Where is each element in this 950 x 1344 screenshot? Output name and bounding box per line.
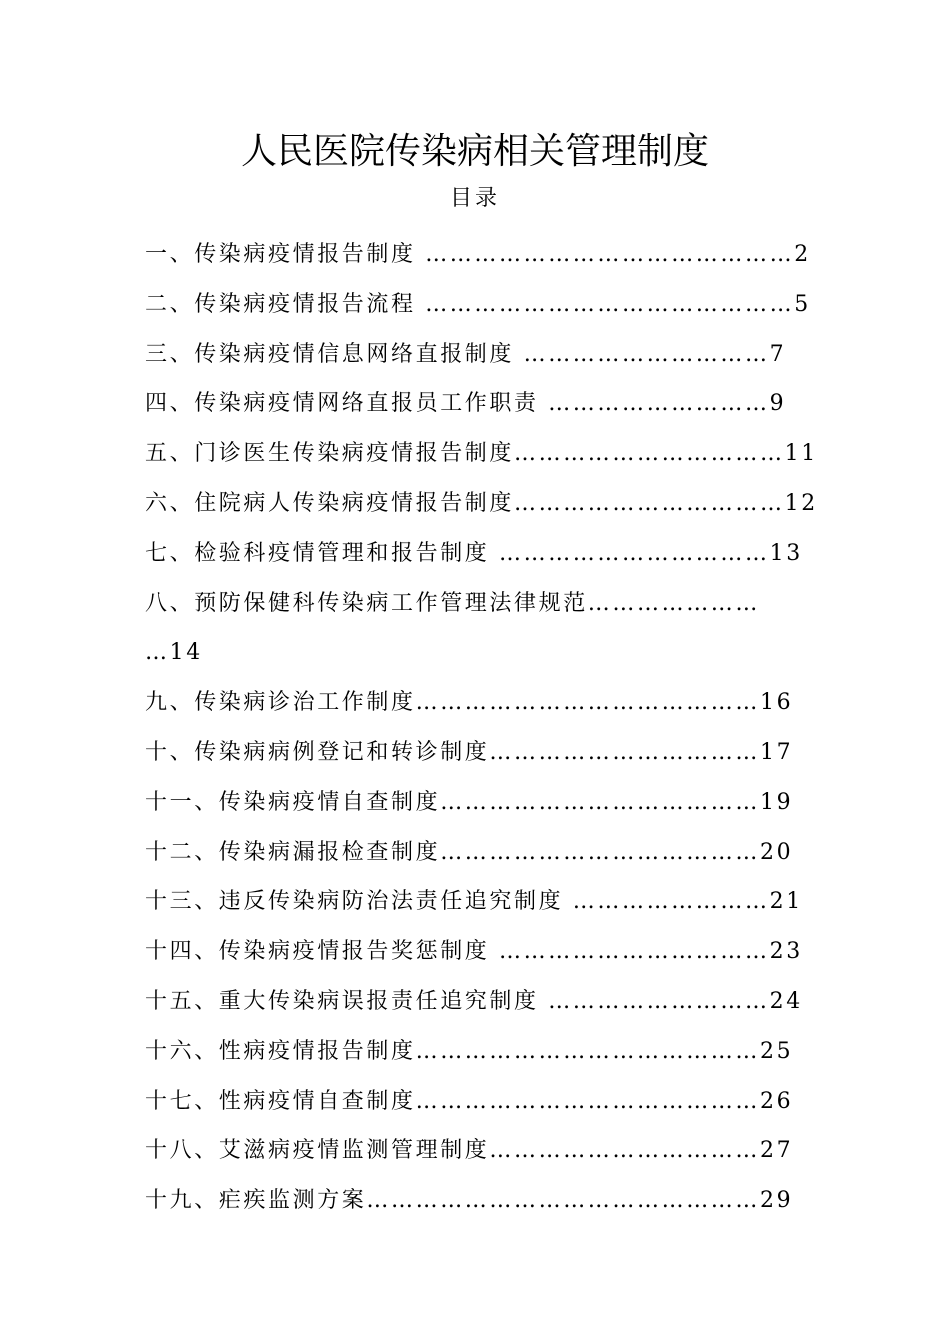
toc-entry: 三、传染病疫情信息网络直报制度 …………………………7 <box>145 341 787 367</box>
table-of-contents <box>145 230 825 1226</box>
toc-entry: 十七、性病疫情自查制度……………………………………26 <box>145 1088 794 1114</box>
toc-entry: 十四、传染病疫情报告奖惩制度 ……………………………23 <box>145 939 803 965</box>
toc-entry: 十九、疟疾监测方案…………………………………………29 <box>145 1188 794 1214</box>
toc-entry: 十三、违反传染病防治法责任追究制度 ……………………21 <box>145 889 803 915</box>
toc-entry: 十、传染病病例登记和转诊制度……………………………17 <box>145 739 794 765</box>
toc-entry: 十五、重大传染病误报责任追究制度 ………………………24 <box>145 988 803 1014</box>
toc-entry: 十六、性病疫情报告制度……………………………………25 <box>145 1038 794 1064</box>
toc-entry: 九、传染病诊治工作制度……………………………………16 <box>145 690 794 716</box>
toc-heading: 目录 <box>449 186 500 211</box>
toc-entry: 十二、传染病漏报检查制度…………………………………20 <box>145 839 794 865</box>
toc-entry: 六、住院病人传染病疫情报告制度……………………………12 <box>145 490 818 516</box>
toc-entry: 五、门诊医生传染病疫情报告制度……………………………11 <box>145 441 818 467</box>
toc-entry: 十一、传染病疫情自查制度…………………………………19 <box>145 789 794 815</box>
toc-entry: 八、预防保健科传染病工作管理法律规范………………… <box>145 590 761 616</box>
toc-entry: 二、传染病疫情报告流程 ………………………………………5 <box>145 291 811 317</box>
toc-entry-continuation: …14 <box>145 640 203 666</box>
toc-entry: 四、传染病疫情网络直报员工作职责 ………………………9 <box>145 391 787 417</box>
toc-entry: 十八、艾滋病疫情监测管理制度……………………………27 <box>145 1138 794 1164</box>
toc-entry: 七、检验科疫情管理和报告制度 ……………………………13 <box>145 540 803 566</box>
page-title: 人民医院传染病相关管理制度 <box>240 131 709 172</box>
toc-entry: 一、传染病疫情报告制度 ………………………………………2 <box>145 242 811 267</box>
